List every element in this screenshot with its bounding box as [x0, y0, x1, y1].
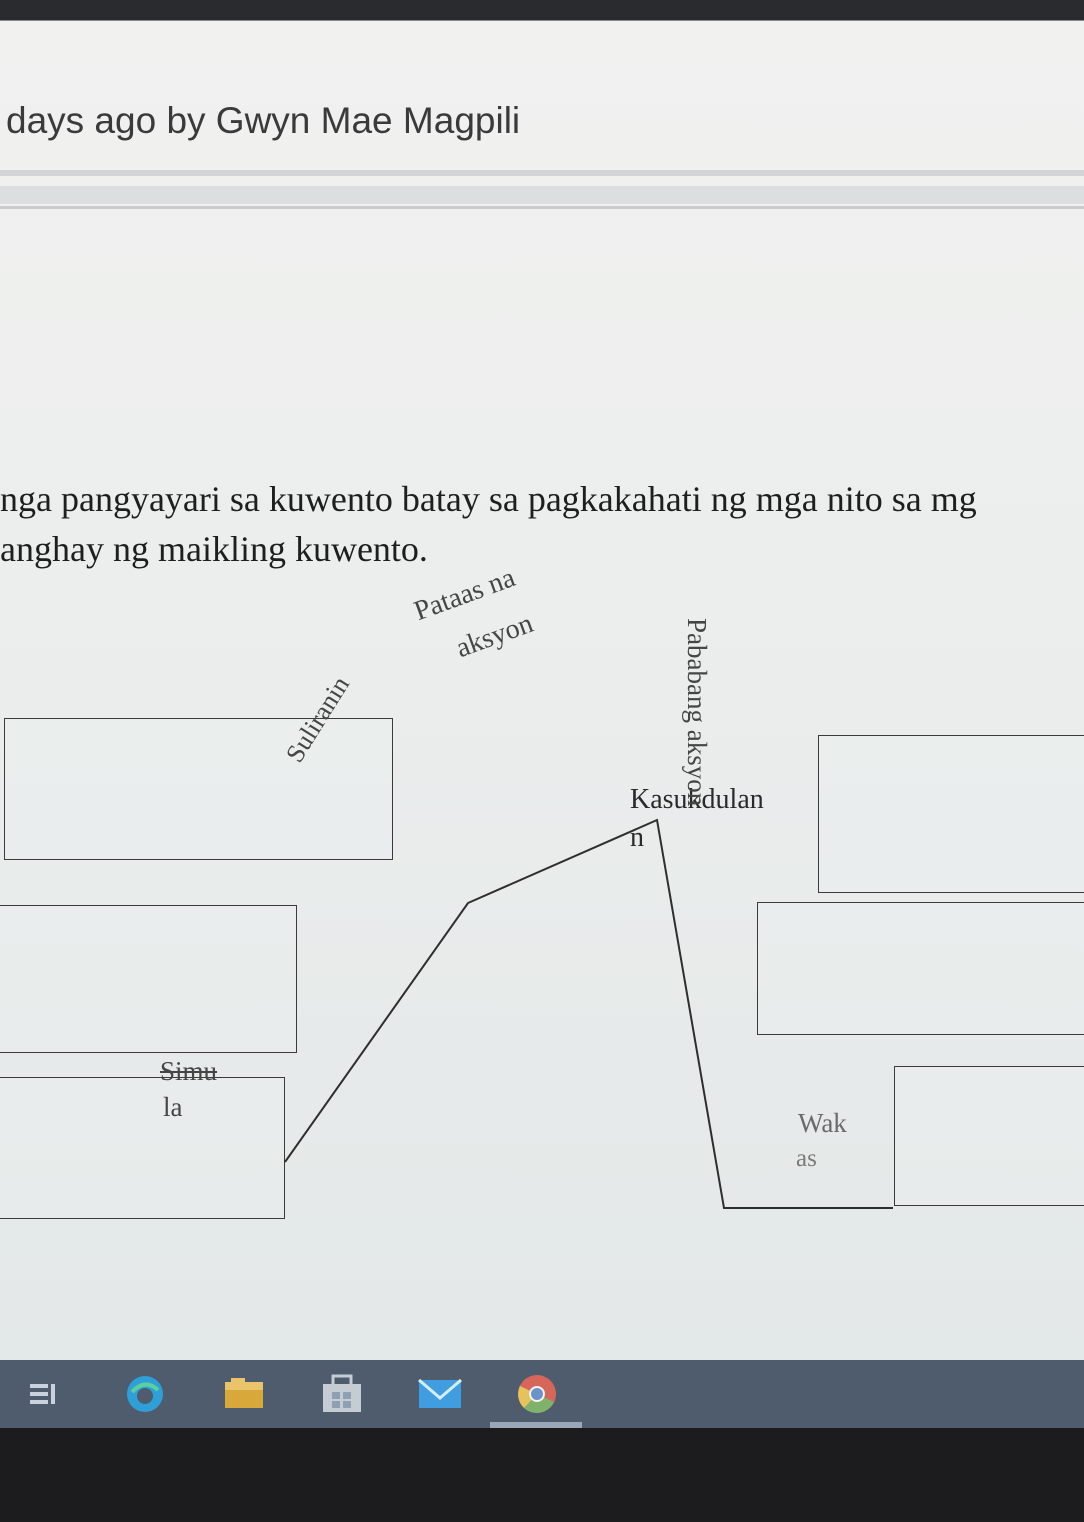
label-kasukdulan-1: Kasukdulan [630, 784, 764, 815]
label-kasukdulan-2: n [630, 822, 644, 853]
label-pataas-2: aksyon [452, 607, 538, 665]
chrome-icon[interactable] [514, 1372, 560, 1416]
task-view-icon[interactable] [20, 1372, 66, 1416]
label-pataas-1: Pataas na [410, 562, 520, 628]
post-byline: days ago by Gwyn Mae Magpili [6, 100, 521, 141]
label-pababang-aksyon: Pababang aksyon [682, 618, 712, 807]
taskbar [0, 1360, 1084, 1428]
mail-icon[interactable] [417, 1372, 463, 1416]
file-explorer-icon[interactable] [221, 1372, 267, 1416]
label-suliranin: Suliranin [280, 671, 356, 768]
label-simula-1: Simu [160, 1056, 218, 1086]
label-wakas-1: Wak [798, 1108, 847, 1138]
instruction-line-2: anghay ng maikling kuwento. [0, 529, 428, 569]
label-simula-2: la [163, 1092, 183, 1122]
edge-icon[interactable] [122, 1372, 168, 1416]
chrome-active-indicator [490, 1422, 582, 1428]
instruction-line-1: nga pangyayari sa kuwento batay sa pagkakahati ng mga nito sa mg [0, 479, 977, 519]
label-wakas-2: as [796, 1145, 817, 1172]
store-icon[interactable] [319, 1372, 365, 1416]
